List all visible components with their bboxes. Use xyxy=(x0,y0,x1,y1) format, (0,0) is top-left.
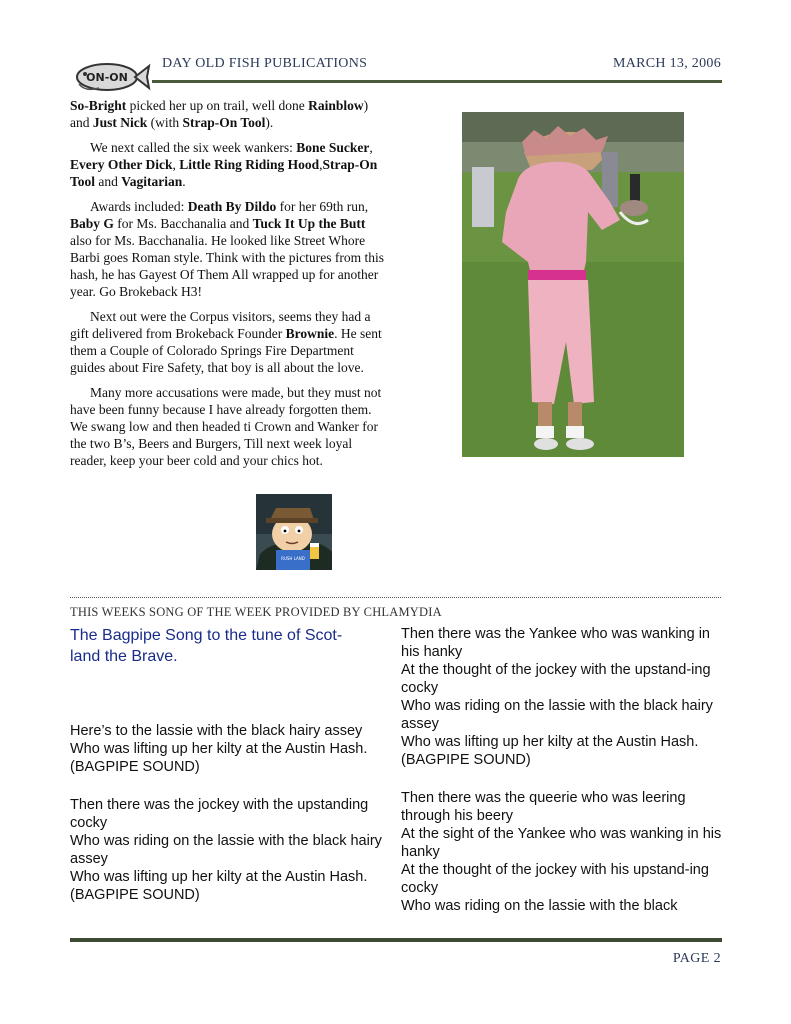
song-stanza: Here’s to the lassie with the black hairy assey Who was lifting up her kilty at the Austin Hash. (BAGPIPE SOUND) xyxy=(70,723,368,775)
article-paragraph-4: Next out were the Corpus visitors, seems they had a gift delivered from Brokeback Founder Brownie. He sent them a Couple of Colorado Springs Fire Department guides about Fire Safety, that boy is all about the love. xyxy=(70,309,382,375)
article-paragraph-5: Many more accusations were made, but they must not have been funny because I have already forgotten them. We swang low and then headed ti Crown and Wanker for the two B’s, Beers and Burgers, Till next week loyal reader, keep your beer cold and your chics hot. xyxy=(70,385,382,468)
header-rule xyxy=(152,80,722,83)
song-section-heading: THIS WEEKS SONG OF THE WEEK PROVIDED BY CHLAMYDIA xyxy=(70,605,442,619)
on-on-fish-logo xyxy=(71,58,151,96)
hash-name: Strap-On Tool xyxy=(70,157,378,189)
hash-name: Rainblow xyxy=(308,98,364,113)
section-divider xyxy=(70,597,721,598)
song-title: The Bagpipe Song to the tune of Scot-land the Brave. xyxy=(70,627,343,665)
hash-name: Little Ring Riding Hood xyxy=(179,157,320,172)
article-body xyxy=(70,97,388,477)
hash-name: Vagitarian xyxy=(121,174,183,189)
song-column-right xyxy=(401,625,723,915)
hash-name: So-Bright xyxy=(70,98,127,113)
hash-costume-photo xyxy=(462,112,684,457)
hash-name: Strap-On Tool xyxy=(182,115,266,130)
hash-name: Death By Dildo xyxy=(187,199,277,214)
publication-date: MARCH 13, 2006 xyxy=(612,56,721,71)
hash-name: Bone Sucker xyxy=(296,140,370,155)
south-park-cartoon-image xyxy=(256,494,332,570)
song-stanza: Then there was the Yankee who was wanking in his hanky At the thought of the jockey with the upstand-ing cocky Who was riding on the lassie with the black hairy assey Who was lifting up her kilty at the Austin Hash. (BAGPIPE SOUND) xyxy=(401,626,713,768)
song-stanza: Then there was the queerie who was leering through his beery At the sight of the Yankee who was wanking in his hanky At the thought of the jockey with his upstand-ing cocky Who was riding on the lassie with the black xyxy=(401,790,722,914)
article-paragraph-1: So-Bright picked her up on trail, well done Rainblow) and Just Nick (with Strap-On Tool). xyxy=(70,98,369,130)
article-paragraph-3: Awards included: Death By Dildo for her 69th run, Baby G for Ms. Bacchanalia and Tuck It Up the Butt also for Ms. Bacchanalia. He looked like Street Whore Barbi goes Roman style. Think with the pictures from this hash, he has Gayest Of Them All wrapped up for another year. Go Brokeback H3! xyxy=(70,199,384,299)
page-number: PAGE 2 xyxy=(672,951,721,966)
svg-text:RUSH LAND: RUSH LAND xyxy=(281,556,305,561)
hash-name: Baby G xyxy=(70,216,114,231)
article-paragraph-2: We next called the six week wankers: Bone Sucker, Every Other Dick, Little Ring Riding Hood,Strap-On Tool and Vagitarian. xyxy=(70,140,378,189)
hash-name: Tuck It Up the Butt xyxy=(252,216,366,231)
publication-name: DAY OLD FISH PUBLICATIONS xyxy=(162,56,368,71)
hash-name: Just Nick xyxy=(92,115,148,130)
hash-name: Every Other Dick xyxy=(70,157,173,172)
hash-name: Brownie xyxy=(285,326,335,341)
svg-text:ON-ON: ON-ON xyxy=(86,71,128,84)
footer-rule xyxy=(70,938,722,942)
song-stanza: Then there was the jockey with the upstanding cocky Who was riding on the lassie with the black hairy assey Who was lifting up her kilty at the Austin Hash. (BAGPIPE SOUND) xyxy=(70,797,382,903)
song-column-left xyxy=(70,625,392,904)
